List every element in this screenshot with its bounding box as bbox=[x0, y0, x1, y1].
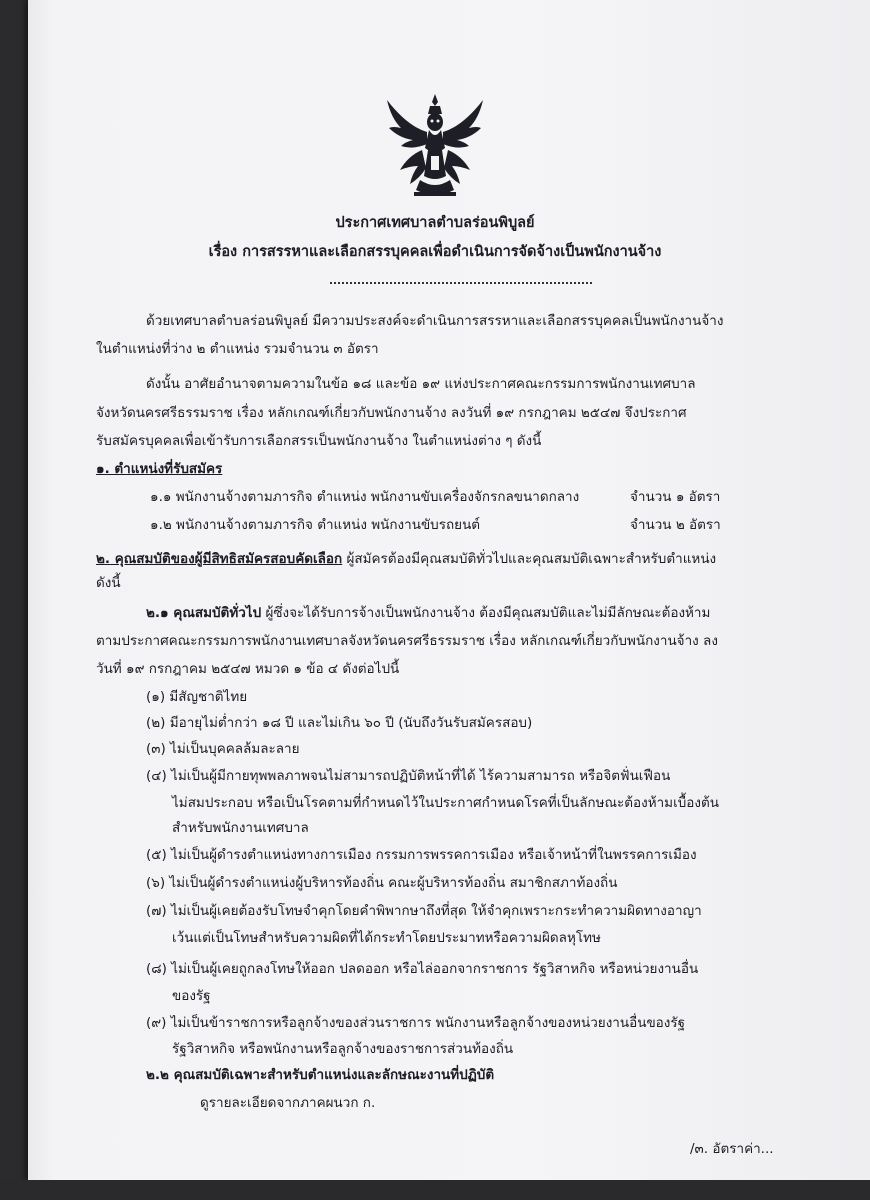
qualification-item-7-line-1: (๗) ไม่เป็นผู้เคยต้องรับโทษจำคุกโดยคำพิพากษาถึงที่สุด ให้จำคุกเพราะกระทำความผิดทางอาญา bbox=[146, 903, 702, 919]
intro-paragraph-1-line-2: ในตำแหน่งที่ว่าง ๒ ตำแหน่ง รวมจำนวน ๓ อัตรา bbox=[96, 341, 379, 357]
position-item-text: ๑.๑ พนักงานจ้างตามภารกิจ ตำแหน่ง พนักงานขับเครื่องจักรกลขนาดกลาง bbox=[150, 489, 580, 505]
intro-paragraph-2-line-3: รับสมัครบุคคลเพื่อเข้ารับการเลือกสรรเป็นพนักงานจ้าง ในตำแหน่งต่าง ๆ ดังนี้ bbox=[96, 433, 542, 449]
qualification-item-5: (๕) ไม่เป็นผู้ดำรงตำแหน่งทางการเมือง กรรมการพรรคการเมือง หรือเจ้าหน้าที่ในพรรคการเมือง bbox=[146, 847, 697, 863]
general-qualifications-line-2: ตามประกาศคณะกรรมการพนักงานเทศบาลจังหวัดนครศรีธรรมราช เรื่อง หลักเกณฑ์เกี่ยวกับพนักงานจ้าง ลง bbox=[96, 633, 718, 649]
section-2-heading-rest: ผู้สมัครต้องมีคุณสมบัติทั่วไปและคุณสมบัติเฉพาะสำหรับตำแหน่ง bbox=[342, 551, 717, 567]
qualification-item-4-line-3: สำหรับพนักงานเทศบาล bbox=[172, 820, 309, 836]
general-qualifications-line-3: วันที่ ๑๙ กรกฎาคม ๒๕๔๗ หมวด ๑ ข้อ ๔ ดังต่อไปนี้ bbox=[96, 661, 400, 677]
qualification-item-7-line-2: เว้นแต่เป็นโทษสำหรับความผิดที่ได้กระทำโดยประมาทหรือความผิดลหุโทษ bbox=[172, 930, 601, 946]
general-qualifications-line-1 bbox=[146, 604, 710, 622]
qualification-item-2: (๒) มีอายุไม่ต่ำกว่า ๑๘ ปี และไม่เกิน ๖๐ ปี (นับถึงวันรับสมัครสอบ) bbox=[146, 715, 533, 731]
qualification-item-4-line-2: ไม่สมประกอบ หรือเป็นโรคตามที่กำหนดไว้ในประกาศกำหนดโรคที่เป็นลักษณะต้องห้ามเบื้องต้น bbox=[172, 795, 719, 811]
qualification-item-6: (๖) ไม่เป็นผู้ดำรงตำแหน่งผู้บริหารท้องถิ่น คณะผู้บริหารท้องถิ่น สมาชิกสภาท้องถิ่น bbox=[146, 875, 618, 891]
intro-paragraph-2-line-2: จังหวัดนครศรีธรรมราช เรื่อง หลักเกณฑ์เกี่ยวกับพนักงานจ้าง ลงวันที่ ๑๙ กรกฎาคม ๒๕๔๗ จึงประกาศ bbox=[96, 405, 687, 421]
section-2-heading-line-2: ดังนี้ bbox=[96, 575, 121, 591]
position-item-count: จำนวน ๒ อัตรา bbox=[630, 517, 721, 533]
qualification-item-8-line-1: (๘) ไม่เป็นผู้เคยถูกลงโทษให้ออก ปลดออก หรือไล่ออกจากราชการ รัฐวิสาหกิจ หรือหน่วยงานอื่น bbox=[146, 961, 699, 977]
qualification-item-9-line-1: (๙) ไม่เป็นข้าราชการหรือลูกจ้างของส่วนราชการ พนักงานหรือลูกจ้างของหน่วยงานอื่นของรัฐ bbox=[146, 1015, 686, 1031]
section-2-heading: ๒. คุณสมบัติของผู้มีสิทธิสมัครสอบคัดเลือก bbox=[96, 551, 343, 567]
qualification-item-3: (๓) ไม่เป็นบุคคลล้มละลาย bbox=[146, 741, 300, 757]
title-divider bbox=[330, 282, 592, 284]
intro-paragraph-1-line-1: ด้วยเทศบาลตำบลร่อนพิบูลย์ มีความประสงค์จะดำเนินการสรรหาและเลือกสรรบุคคลเป็นพนักงานจ้าง bbox=[146, 313, 724, 329]
position-item-count: จำนวน ๑ อัตรา bbox=[630, 489, 721, 505]
qualification-item-1: (๑) มีสัญชาติไทย bbox=[146, 689, 248, 705]
garuda-emblem-icon bbox=[384, 92, 486, 200]
general-qualifications-heading: ๒.๑ คุณสมบัติทั่วไป bbox=[146, 605, 262, 621]
position-item-text: ๑.๒ พนักงานจ้างตามภารกิจ ตำแหน่ง พนักงานขับรถยนต์ bbox=[150, 517, 481, 533]
scan-background bbox=[0, 1180, 870, 1200]
intro-paragraph-2-line-1: ดังนั้น อาศัยอำนาจตามความในข้อ ๑๘ และข้อ ๑๙ แห่งประกาศคณะกรรมการพนักงานเทศบาล bbox=[146, 376, 696, 392]
section-2-heading-line bbox=[96, 550, 716, 568]
qualification-item-8-line-2: ของรัฐ bbox=[172, 988, 211, 1004]
specific-qualifications-reference: ดูรายละเอียดจากภาคผนวก ก. bbox=[200, 1095, 376, 1111]
announcement-subject: เรื่อง การสรรหาและเลือกสรรบุคคลเพื่อดำเนินการจัดจ้างเป็นพนักงานจ้าง bbox=[208, 244, 662, 260]
qualification-item-9-line-2: รัฐวิสาหกิจ หรือพนักงานหรือลูกจ้างของราชการส่วนท้องถิ่น bbox=[172, 1041, 514, 1057]
page-continuation: /๓. อัตราค่า... bbox=[690, 1141, 774, 1157]
general-qualifications-intro: ผู้ซึ่งจะได้รับการจ้างเป็นพนักงานจ้าง ต้องมีคุณสมบัติและไม่มีลักษณะต้องห้าม bbox=[261, 605, 711, 621]
specific-qualifications-heading: ๒.๒ คุณสมบัติเฉพาะสำหรับตำแหน่งและลักษณะงานที่ปฏิบัติ bbox=[146, 1067, 495, 1083]
qualification-item-4-line-1: (๔) ไม่เป็นผู้มีกายทุพพลภาพจนไม่สามารถปฏิบัติหน้าที่ได้ ไร้ความสามารถ หรือจิตฟั่นเฟือน bbox=[146, 768, 671, 784]
section-1-heading: ๑. ตำแหน่งที่รับสมัคร bbox=[96, 461, 223, 477]
announcement-title: ประกาศเทศบาลตำบลร่อนพิบูลย์ bbox=[335, 215, 535, 231]
